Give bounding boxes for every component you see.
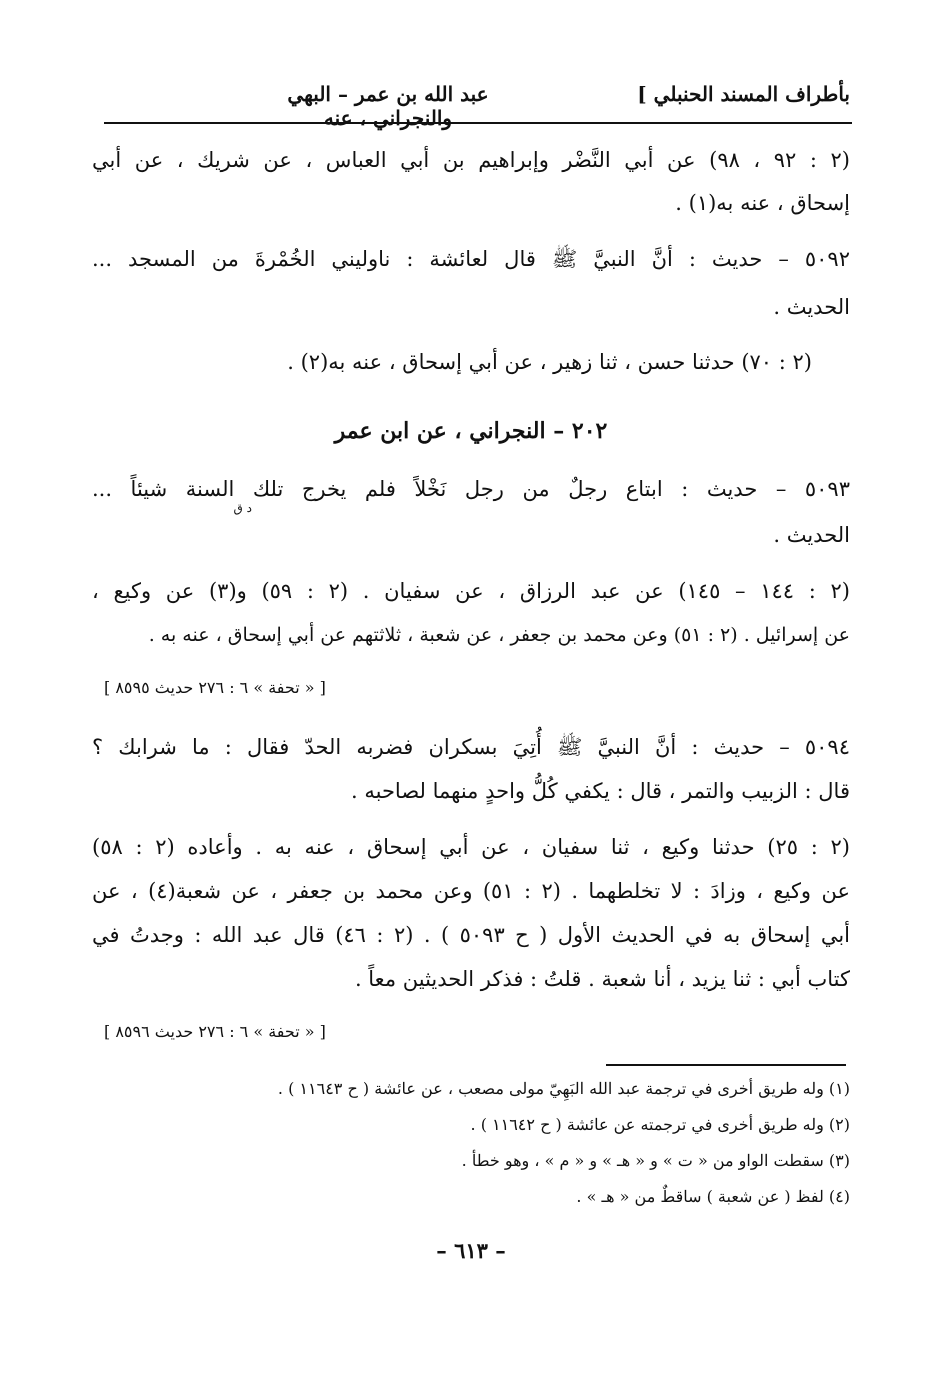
text-line: (٢ : ٩٢ ، ٩٨) عن أبي النَّضْر وإبراهيم بن أبي العباس ، عن شريك ، عن أبي (92, 148, 850, 172)
hadith-5094: ٥٠٩٤ – حديث : أنَّ النبيَّ ﷺ أُتِيَ بسكران فضربه الحدّ فقال : ما شرابك ؟ (92, 735, 850, 759)
footnote-4: (٤) لفظ ( عن شعبة ) ساقطٌ من « هـ » . (576, 1187, 850, 1206)
text-line: الحديث . (773, 295, 850, 319)
footnote-1: (١) وله طريق أخرى في ترجمة عبد الله البَهِيّ مولى مصعب ، عن عائشة ( ح ١١٦٤٣ ) . (277, 1079, 850, 1098)
header-rule (104, 122, 852, 124)
text-line: (٢ : ١٤٤ – ١٤٥) عن عبد الرزاق ، عن سفيان . (٢ : ٥٩) و(٣) عن وكيع ، (92, 579, 850, 603)
tuhfa-reference: [ « تحفة » ٦ : ٢٧٦ حديث ٨٥٩٦ ] (104, 1022, 326, 1041)
text-line: عن وكيع ، وزادَ : لا تخلطهما . (٢ : ٥١) وعن محمد بن جعفر ، عن شعبة(٤) ، عن (92, 879, 850, 903)
hadith-5092: ٥٠٩٢ – حديث : أنَّ النبيَّ ﷺ قال لعائشة : ناوليني الخُمْرةَ من المسجد ... (92, 247, 850, 271)
tuhfa-reference: [ « تحفة » ٦ : ٢٧٦ حديث ٨٥٩٥ ] (104, 678, 326, 697)
header-section-title: عبد الله بن عمر – البهي والنجراني ، عنه (287, 82, 489, 130)
text-line: (٢ : ٢٥) حدثنا وكيع ، ثنا سفيان ، عن أبي إسحاق ، عنه به . وأعاده (٢ : ٥٨) (92, 835, 850, 859)
page-number: – ٦١٣ – (436, 1238, 506, 1263)
text-line: كتاب أبي : ثنا يزيد ، أنا شعبة . قلتُ : فذكر الحديثين معاً . (354, 967, 850, 991)
text-line: إسحاق ، عنه به(١) . (675, 191, 850, 215)
header-book-title: بأطراف المسند الحنبلي ] (637, 82, 850, 106)
footnote-3: (٣) سقطت الواو من « ت » و « هـ » و « م » ، وهو خطأ . (461, 1151, 850, 1170)
symbols-note: د ق (233, 501, 252, 515)
section-title: ٢٠٢ – النجراني ، عن ابن عمر (334, 418, 608, 444)
text-line: أبي إسحاق به في الحديث الأول ( ح ٥٠٩٣ ) . (٢ : ٤٦) قال عبد الله : وجدتُ في (92, 923, 850, 947)
text-line: عن إسرائيل . (٢ : ٥١) وعن محمد بن جعفر ، عن شعبة ، ثلاثتهم عن أبي إسحاق ، عنه به . (148, 624, 850, 646)
text-line: (٢ : ٧٠) حدثنا حسن ، ثنا زهير ، عن أبي إسحاق ، عنه به(٢) . (287, 350, 812, 374)
text-line: قال : الزبيب والتمر ، قال : يكفي كُلُّ واحدٍ منهما لصاحبه . (351, 779, 850, 803)
running-header (108, 82, 850, 130)
footnote-rule (606, 1064, 846, 1066)
hadith-5093: ٥٠٩٣ – حديث : ابتاع رجلٌ من رجل نَخْلاً فلم يخرج تلك السنة شيئاً ... (92, 477, 850, 501)
text-line: الحديث . (773, 523, 850, 547)
footnote-2: (٢) وله طريق أخرى في ترجمته عن عائشة ( ح ١١٦٤٢ ) . (470, 1115, 850, 1134)
